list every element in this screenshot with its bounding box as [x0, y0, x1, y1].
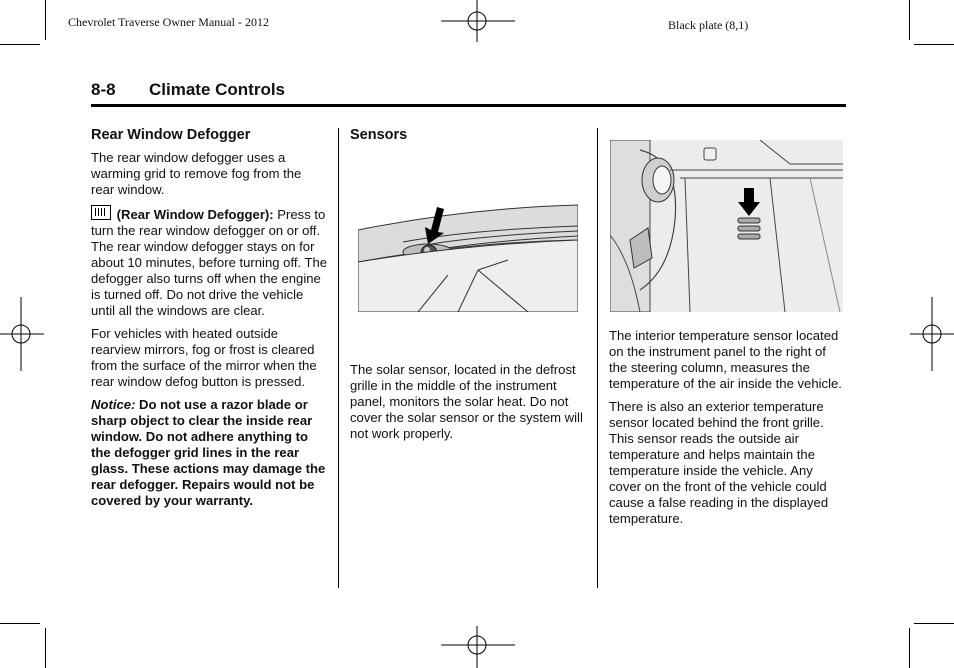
interior-sensor-text: The interior temperature sensor located on the instrument panel to the right of the steering column, measures the temperature of the air inside the vehicle.	[609, 328, 842, 391]
solar-sensor-illustration	[358, 200, 578, 312]
registration-mark-right	[910, 297, 954, 371]
defogger-label: (Rear Window Defogger):	[116, 207, 274, 222]
defogger-intro: The rear window defogger uses a warming grid to remove fog from the rear window.	[91, 150, 302, 197]
registration-mark-left	[0, 297, 44, 371]
column-temperature-text	[609, 328, 845, 534]
exterior-sensor-text: There is also an exterior temperature sensor located behind the front grille. This sensor reads the outside air temperature and helps maintain the temperature inside the vehicle. Any cover on the front of the vehicle could cause a false reading in the displayed temperature.	[609, 399, 829, 526]
registration-mark-bottom	[441, 624, 515, 668]
plate-label: Black plate (8,1)	[668, 18, 749, 32]
column-divider-1	[338, 128, 339, 588]
column-sensors	[350, 127, 584, 150]
notice-text: Do not use a razor blade or sharp object to clear the inside rear window. Do not adhere anything to the defogger grid lines in the rear glass. These actions may damage the rear defogger. Repairs would not be covered by your warranty.	[91, 397, 326, 508]
rear-defogger-icon	[91, 205, 111, 220]
solar-sensor-text: The solar sensor, located in the defrost grille in the middle of the instrument panel, monitors the solar heat. Do not cover the solar sensor or the system will not work properly.	[350, 362, 583, 441]
defogger-instructions: Press to turn the rear window defogger on or off. The rear window defogger stays on for about 10 minutes, before turning off. The defogger also turns off when the engine is turned off. Do not drive the vehicle until all the windows are clear.	[91, 207, 328, 318]
book-title: Chevrolet Traverse Owner Manual - 2012	[68, 15, 269, 29]
column-defogger	[91, 127, 328, 516]
notice-label: Notice:	[91, 397, 136, 412]
page-number: 8-8	[91, 80, 116, 99]
interior-temperature-sensor-illustration	[610, 140, 843, 312]
section-title: Climate Controls	[149, 80, 286, 99]
notice-block	[91, 397, 328, 509]
column-divider-2	[597, 128, 598, 588]
defogger-button-description	[91, 205, 328, 319]
heading-rear-window-defogger: Rear Window Defogger	[91, 127, 251, 143]
section-header	[91, 80, 846, 107]
registration-mark-top	[441, 0, 515, 44]
column-sensors-text	[350, 362, 584, 449]
heated-mirror-text: For vehicles with heated outside rearview mirrors, fog or frost is cleared from the surface of the mirror when the rear window defog button is pressed.	[91, 326, 317, 389]
heading-sensors: Sensors	[350, 127, 408, 143]
